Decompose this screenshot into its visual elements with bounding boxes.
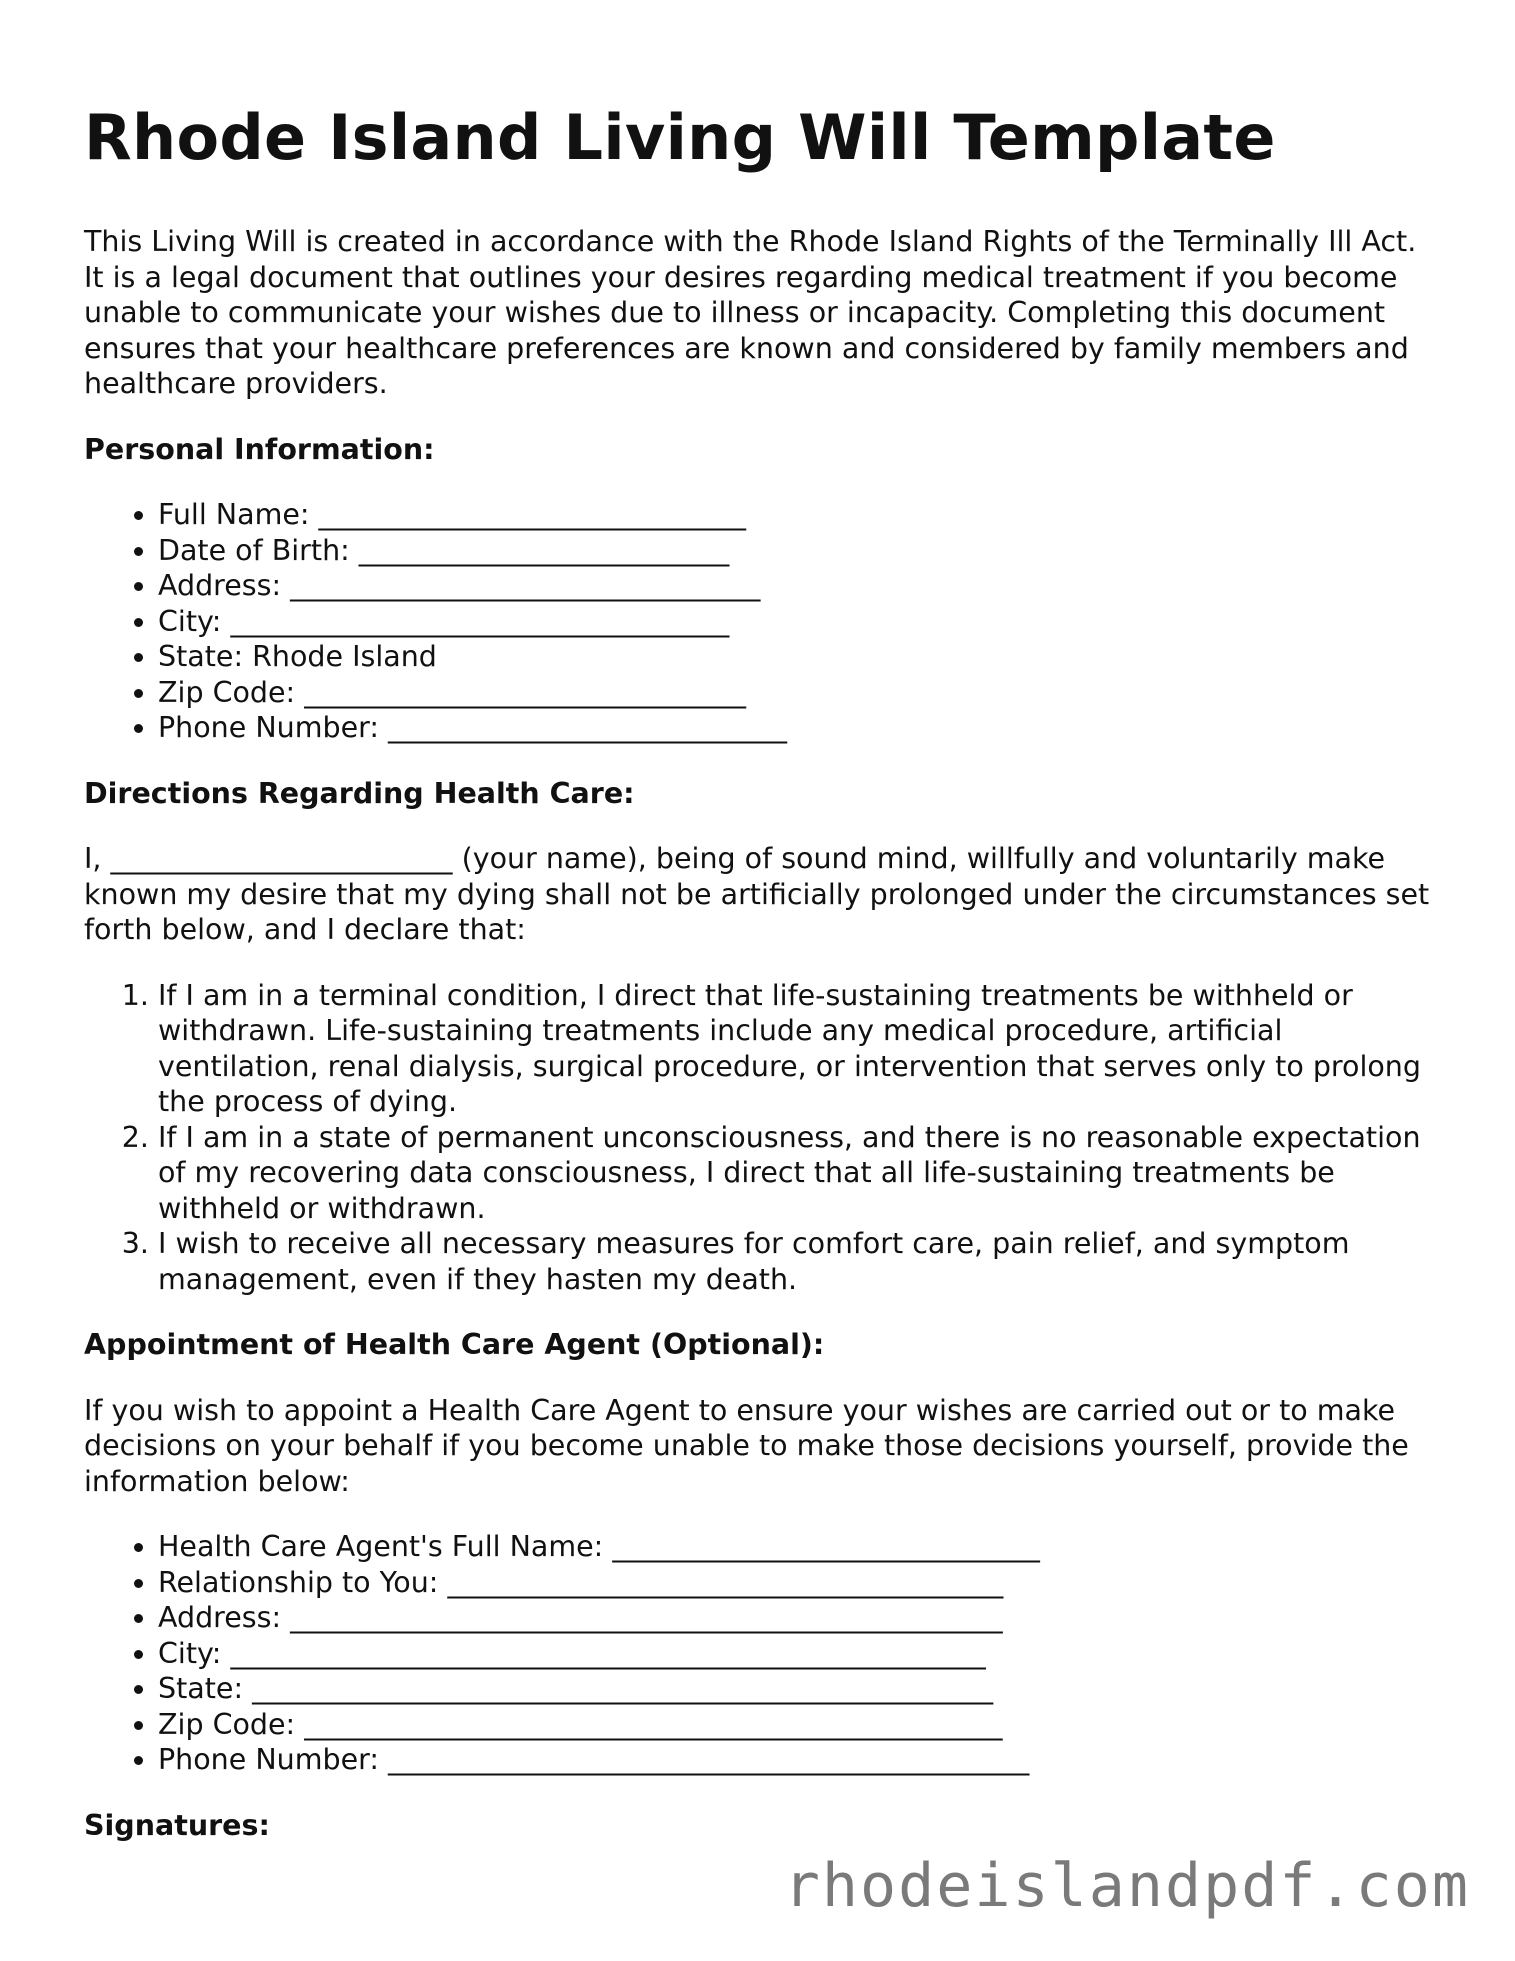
list-item: • Relationship to You: _______________________________________ (158, 1565, 1444, 1601)
agent-paragraph: If you wish to appoint a Health Care Agent to ensure your wishes are carried out or to make decisions on your behalf if you become unable to make those decisions yourself, provide the information below: (84, 1393, 1409, 1498)
directions-paragraph: I, ________________________ (your name), being of sound mind, willfully and voluntarily make known my desire that my dying shall not be artificially prolonged under the circumstances set forth below, and I declare that: (84, 842, 1430, 946)
list-item: • Phone Number: _____________________________________________ (158, 1742, 1444, 1778)
personal-info-heading: Personal Information: (84, 432, 435, 466)
list-item: • City: ___________________________________ (158, 604, 1444, 640)
list-item: 1. If I am in a terminal condition, I direct that life-sustaining treatments be withheld or withdrawn. Life-sustaining treatments include any medical procedure, artificial ventilation, renal dialysis, surgical procedure, or intervention that serves only to prolong the process of dying. (158, 978, 1444, 1120)
list-item: • State: Rhode Island (158, 639, 1444, 675)
list-item: • Full Name: ______________________________ (158, 497, 1444, 533)
signatures-heading: Signatures: (84, 1808, 270, 1842)
directions-list (84, 978, 1444, 1298)
list-item: 2. If I am in a state of permanent unconsciousness, and there is no reasonable expectation of my recovering data consciousness, I direct that all life-sustaining treatments be withheld or withdrawn. (158, 1120, 1444, 1227)
list-item: • City: _____________________________________________________ (158, 1636, 1444, 1672)
watermark: rhodeislandpdf.com (783, 1851, 1470, 1921)
list-item: • Phone Number: ____________________________ (158, 710, 1444, 746)
list-item: • Address: _________________________________ (158, 568, 1444, 604)
document-title: Rhode Island Living Will Template (84, 101, 1276, 174)
agent-heading: Appointment of Health Care Agent (Optional): (84, 1328, 825, 1361)
directions-heading: Directions Regarding Health Care: (84, 776, 635, 810)
document-page (84, 100, 1444, 1843)
list-item: • Health Care Agent's Full Name: ______________________________ (158, 1529, 1444, 1565)
list-item: • Zip Code: _________________________________________________ (158, 1707, 1444, 1743)
list-item: • Date of Birth: __________________________ (158, 533, 1444, 569)
agent-info-list (84, 1529, 1444, 1778)
list-item: • Address: __________________________________________________ (158, 1600, 1444, 1636)
intro-paragraph: This Living Will is created in accordance with the Rhode Island Rights of the Terminally Ill Act. It is a legal document that outlines your desires regarding medical treatment if you become unable to communicate your wishes due to illness or incapacity. Completing this document ensures that your healthcare preferences are known and considered by family members and healthcare providers. (84, 225, 1417, 400)
personal-info-list (84, 497, 1444, 746)
list-item: • State: ____________________________________________________ (158, 1671, 1444, 1707)
list-item: • Zip Code: _______________________________ (158, 675, 1444, 711)
list-item: 3. I wish to receive all necessary measures for comfort care, pain relief, and symptom management, even if they hasten my death. (158, 1226, 1444, 1297)
